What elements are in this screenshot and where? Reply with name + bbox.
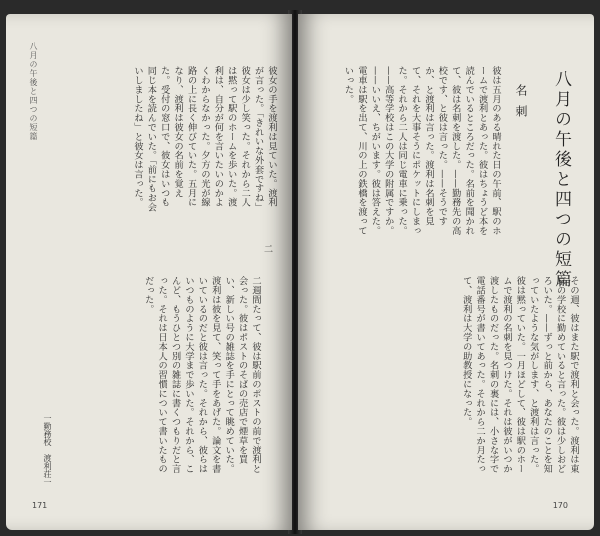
byline: 一勤務校 渡利荘一: [43, 414, 52, 486]
right-lower-paragraph: その週、彼はまた駅で渡利と会った。渡利は東京の学校に勤めていると言った。彼は少しおどろいた。——ずっと前から、あなたのことを知っていたような気がします、と渡利は言った。彼は黙っていた。一月ほどして、彼は駅のホームで渡利の名刺を見つけた。それは彼がいつか渡したものだった。名刺の裏には、小さな字で電話番号が書いてあった。それから二か月たって、渡利は大学の助教授になった。: [460, 276, 579, 474]
story-title: 名刺: [514, 84, 528, 126]
page-number-right: 170: [552, 501, 568, 510]
left-lower-text: [42, 276, 262, 481]
running-head: 八月の午後と四つの短篇: [29, 42, 38, 141]
right-page: [298, 14, 594, 530]
page-number-left: 171: [32, 501, 48, 510]
right-upper-paragraph: 彼は五月のある晴れた日の午前、駅のホームで渡利とあった。彼はちょうど本を読んでいるところだった。名前を聞かれて、彼は名刺を渡した。——勤務先の高校です、と彼は言った。——そうですか、と渡利は言った。渡利は名刺を見て、それを大事そうにポケットにしまった。それから二人は同じ電車に乗った。——高等学校はこの大学の附属ですか。——いいえ、ちがいます。彼は答えた。電車は駅を出て、川の上の鉄橋を渡っていった。: [342, 66, 501, 236]
right-upper-text: [317, 66, 502, 236]
left-upper-text: [38, 66, 278, 216]
left-upper-paragraph: 彼女の手を渡利は見ていた。渡利が言った。「きれいな外套ですね」彼女は少し笑った。それから二人は黙って駅のホームを歩いた。渡利は、自分が何を言いたいのかよくわからなかった。夕方の光が線路の上に長く伸びていた。五月になり、渡利は彼女の名前を覚えた。受付の窓口で、彼女はいつも同じ本を読んでいた。「前にもお会いしましたね」と彼女は言った。: [131, 66, 277, 212]
left-lower-paragraph: 二週間たって、彼は駅前のポストの前で渡利と会った。彼はポストのそばの売店で煙草を買い、新しい号の雑誌を手にとって眺めていた。渡利は彼を見て、笑って手をあげた。論文を書いているのだと彼は言った。それから、彼らはいつものように大学まで歩いた。それから、こんど、もうひとつ別の雑誌に書くつもりだと言った。それは日本人の習慣について書いたものだった。: [142, 276, 261, 474]
chapter-title: 八月の午後と四つの短篇: [551, 70, 571, 290]
left-page: [6, 14, 292, 530]
section-marker: 二: [262, 244, 272, 253]
right-lower-text: [320, 276, 580, 481]
